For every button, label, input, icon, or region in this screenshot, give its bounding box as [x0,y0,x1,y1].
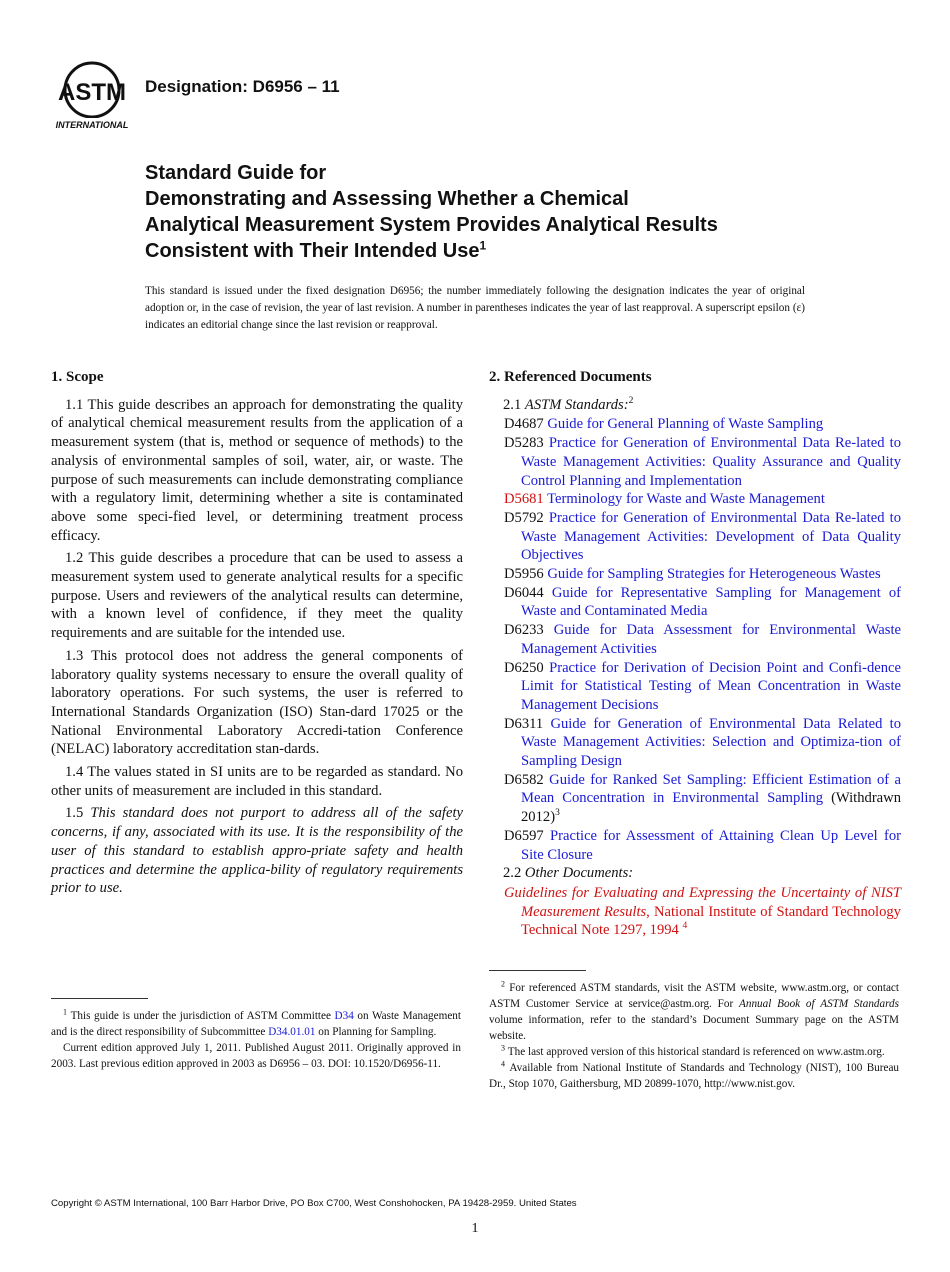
footnote-rule [489,970,586,971]
reference-link[interactable]: Practice for Generation of Environmental Data Re-lated to Waste Management Activities: Quality Assurance and Quality Control Planning and Implementation [521,435,901,489]
footnote-3: $^3$ The last approved version of this historical standard is referenced on www.astm.org. [501,1043,885,1058]
reference-link[interactable]: Guide for General Planning of Waste Sampling [547,416,824,433]
scope-heading: 1. Scope [51,369,104,385]
committee-link[interactable]: D34 [334,1010,354,1022]
reference-item[interactable]: D5283 Practice for Generation of Environmental Data Re-lated to Waste Management Activities: Quality Assurance and Quality Control Planning and Implementation [504,435,901,489]
scope-paragraph-1-3: 1.3 This protocol does not address the general components of laboratory quality systems necessary to ensure the overall quality of laboratory operations. For such systems, the user is referred to International Standards Organization (ISO) Stan-dard 17025 or the National Environmental Laboratory Accredi-tation Conference (NELAC) laboratory accreditation stan-dards. [51,647,463,758]
title-line-1: Standard Guide for [145,162,327,184]
reference-link[interactable]: Practice for Derivation of Decision Point and Confi-dence Limit for Statistical Testing of Mean Concentration in Waste Management Decisions [521,659,901,713]
footnote-2: $^2$ For referenced ASTM standards, visit the ASTM website, www.astm.org, or contact ASTM Customer Service at service@astm.org. For Annual Book of ASTM Standards volume information, refer to the standard’s Document Summary page on the ASTM website. [489,979,899,1042]
reference-item[interactable]: D6311 Guide for Generation of Environmental Data Related to Waste Management Activities: Selection and Optimiza-tion of Sampling Design [504,715,901,770]
astm-logo [50,60,134,132]
scope-paragraph-1-2: 1.2 This guide describes a procedure that can be used to assess a measurement system used to generate analytical results for a specific purpose. Users and reviewers of the analytical results can determine, with a known level of confidence, if they meet the quality requirements and are suitable for the intended use. [51,550,463,642]
footnotes-right [489,980,899,1092]
reference-link[interactable]: Guide for Data Assessment for Environmental Waste Management Activities [521,622,901,657]
other-document-link[interactable]: Guidelines for Evaluating and Expressing the Uncertainty of NIST Measurement Results, National Institute of Standard Technology Technical Note 1297, 1994 $^4$ [504,884,901,939]
footnote-1: $^1$ This guide is under the jurisdiction of ASTM Committee D34 on Waste Management and is the direct responsibility of Subcommittee D34.01.01 on Planning for Sampling. [51,1007,461,1038]
reference-item[interactable]: D5681 Terminology for Waste and Waste Management [504,491,825,508]
title-line-2: Demonstrating and Assessing Whether a Chemical [145,188,629,210]
designation: Designation: D6956 – 11 [145,77,340,96]
reference-item[interactable]: D6044 Guide for Representative Sampling for Management of Waste and Contaminated Media [504,584,902,620]
reference-link[interactable]: Guide for Ranked Set Sampling: Efficient Estimation of a Mean Concentration in Environmental Sampling [521,771,901,807]
reference-link[interactable]: Practice for Assessment of Attaining Clean Up Level for Site Closure [521,827,901,863]
logo-international: INTERNATIONAL [55,120,129,130]
reference-link[interactable]: Guide for Sampling Strategies for Heterogeneous Wastes [547,566,881,583]
issue-note: This standard is issued under the fixed designation D6956; the number immediately following the designation indicates the year of original adoption or, in the case of revision, the year of last revision. A number in parentheses indicates the year of last reapproval. A superscript epsilon (ε) indicates an editorial change since the last revision or reapproval. [145,285,805,331]
edition-note: Current edition approved July 1, 2011. Published August 2011. Originally approved in 2003. Last previous edition approved in 2003 as D6956 – 03. DOI: 10.1520/D6956-11. [51,1042,461,1070]
page-number: 1 [471,1221,479,1236]
reference-link[interactable]: Guide for Generation of Environmental Data Related to Waste Management Activities: Selection and Optimiza-tion of Sampling Design [521,715,901,770]
reference-item[interactable]: D4687 Guide for General Planning of Waste Sampling [504,416,824,433]
title-footnote-mark: 1 [479,238,487,253]
scope-paragraph-1-5: 1.5 This standard does not purport to address all of the safety concerns, if any, associated with its use. It is the responsibility of the user of this standard to establish appro-priate safety and health practices and determine the applica-bility of regulatory requirements prior to use. [51,805,463,897]
references-heading: 2. Referenced Documents [489,369,652,385]
reference-item[interactable]: D6582 Guide for Ranked Set Sampling: Efficient Estimation of a Mean Concentration in Environmental Sampling (Withdrawn 2012)$^3$ [504,771,901,826]
title-line-3: Analytical Measurement System Provides Analytical Results [145,214,718,236]
reference-link[interactable]: Terminology for Waste and Waste Management [547,491,825,508]
subcommittee-link[interactable]: D34.01.01 [268,1026,316,1038]
astm-standards-heading: 2.1 ASTM Standards:$^2$ [503,395,634,413]
reference-link[interactable]: Guide for Representative Sampling for Management of Waste and Contaminated Media [521,584,902,620]
other-documents-heading: 2.2 Other Documents: [503,865,634,882]
footnote-4: $^4$ Available from National Institute of Standards and Technology (NIST), 100 Bureau Dr., Stop 1070, Gaithersburg, MD 20899-1070, http://www.nist.gov. [489,1059,900,1090]
copyright: Copyright © ASTM International, 100 Barr Harbor Drive, PO Box C700, West Conshohocken, PA 19428-2959. United States [51,1198,577,1209]
reference-item[interactable]: D6250 Practice for Derivation of Decision Point and Confi-dence Limit for Statistical Testing of Mean Concentration in Waste Management Decisions [504,659,901,713]
reference-item[interactable]: D5792 Practice for Generation of Environmental Data Re-lated to Waste Management Activities: Development of Data Quality Objectives [504,509,901,564]
reference-item[interactable]: D5956 Guide for Sampling Strategies for Heterogeneous Wastes [504,566,881,583]
reference-item[interactable]: D6597 Practice for Assessment of Attaining Clean Up Level for Site Closure [504,827,901,863]
reference-link[interactable]: Practice for Generation of Environmental Data Re-lated to Waste Management Activities: Development of Data Quality Objectives [521,509,901,564]
withdrawn-note: (Withdrawn 2012)$^3$ [521,790,901,826]
referenced-documents-section [489,368,901,940]
footnotes-left [51,1008,461,1072]
scope-paragraph-1-1: 1.1 This guide describes an approach for demonstrating the quality of analytical chemical measurement results from the application of a measurement system (that is, method or sequence of methods) to the analysis of environmental samples of soil, water, air, or waste. The purpose of such measurements can include demonstrating compliance with a regulatory limit, determining whether a site is contaminated above some speci-fied level, or determining treatment process efficacy. [51,396,463,544]
scope-paragraph-1-4: 1.4 The values stated in SI units are to be regarded as standard. No other units of measurement are included in this standard. [51,764,463,799]
logo-letters: ASTM [58,79,126,106]
reference-item[interactable]: D6233 Guide for Data Assessment for Environmental Waste Management Activities [504,622,901,657]
footnote-rule [51,998,148,999]
document-title [145,160,845,264]
title-line-4: Consistent with Their Intended Use$^1$ [145,238,487,262]
scope-section [51,368,463,902]
